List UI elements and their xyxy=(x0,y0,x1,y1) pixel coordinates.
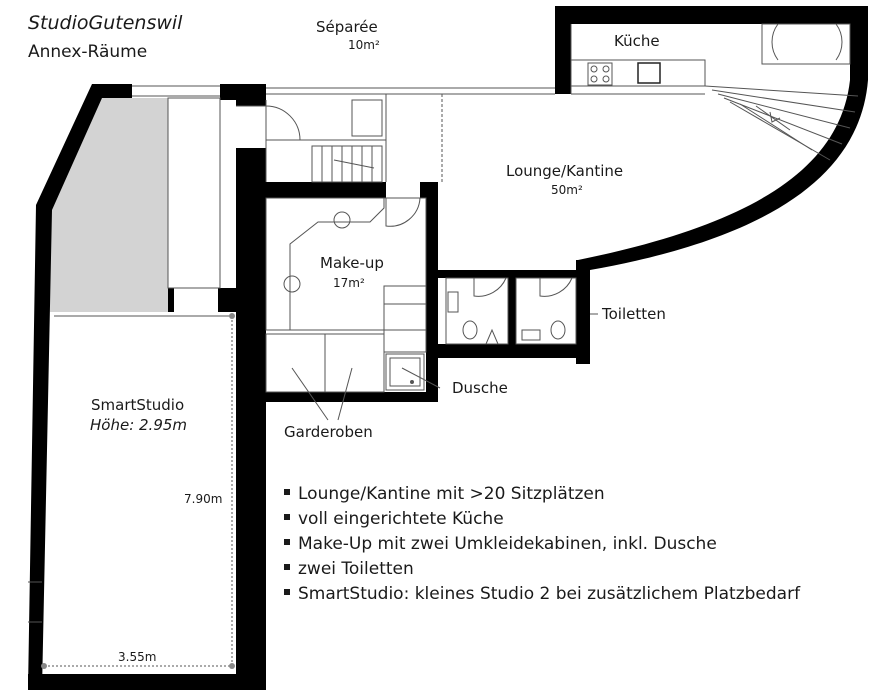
dimension-length: 7.90m xyxy=(184,492,223,506)
wall-toilet-bottom xyxy=(438,344,590,358)
wall-toilet-mid xyxy=(508,278,516,344)
feature-item xyxy=(284,507,800,532)
bullet-square-icon xyxy=(284,489,290,495)
room-lounge-area: 50m² xyxy=(551,183,583,197)
plan-title: StudioGutenswil xyxy=(28,12,183,34)
room-toiletten-label: Toiletten xyxy=(602,305,666,323)
room-smartstudio-height: Höhe: 2.95m xyxy=(90,416,188,434)
wall-studio-right-upper xyxy=(236,148,266,288)
plan-subtitle: Annex-Räume xyxy=(28,42,148,62)
feature-list xyxy=(284,482,800,607)
wall-top-left xyxy=(220,84,266,100)
bullet-square-icon xyxy=(284,564,290,570)
wall-top-stub xyxy=(236,100,266,106)
room-makeup-area: 17m² xyxy=(333,276,365,290)
wall-pillar xyxy=(218,288,266,312)
dimension-width: 3.55m xyxy=(118,650,157,664)
room-separee-label: Séparée xyxy=(316,18,378,36)
room-dusche-label: Dusche xyxy=(452,379,508,397)
feature-text: Lounge/Kantine mit >20 Sitzplätzen xyxy=(298,484,605,504)
room-smartstudio-label: SmartStudio xyxy=(91,396,185,414)
feature-text: SmartStudio: kleines Studio 2 bei zusätzlichem Platzbedarf xyxy=(298,584,801,604)
feature-item xyxy=(284,582,800,607)
wall-studio-bottom xyxy=(28,674,266,690)
room-separee-area: 10m² xyxy=(348,38,380,52)
room-lounge-label: Lounge/Kantine xyxy=(506,162,624,180)
wall-kitchen-top xyxy=(555,6,850,24)
feature-item xyxy=(284,532,800,557)
wall-pillar-2 xyxy=(168,288,174,312)
wall-makeup-right xyxy=(426,182,438,402)
feature-text: Make-Up mit zwei Umkleidekabinen, inkl. Dusche xyxy=(298,534,717,554)
feature-text: voll eingerichtete Küche xyxy=(298,509,504,529)
room-garderoben-label: Garderoben xyxy=(284,423,373,441)
bullet-square-icon xyxy=(284,539,290,545)
wall-toilet-top xyxy=(438,270,588,278)
room-kueche-label: Küche xyxy=(614,32,660,50)
feature-item xyxy=(284,482,800,507)
wall-separee-bottom xyxy=(266,182,386,198)
wall-kitchen-left xyxy=(555,6,571,94)
bullet-square-icon xyxy=(284,514,290,520)
feature-text: zwei Toiletten xyxy=(298,559,414,579)
bullet-square-icon xyxy=(284,589,290,595)
room-makeup-label: Make-up xyxy=(320,254,384,272)
feature-item xyxy=(284,557,800,582)
studio-shaded-area xyxy=(50,98,168,312)
wall-studio-right xyxy=(236,312,266,690)
wall-makeup-bottom xyxy=(236,392,438,402)
